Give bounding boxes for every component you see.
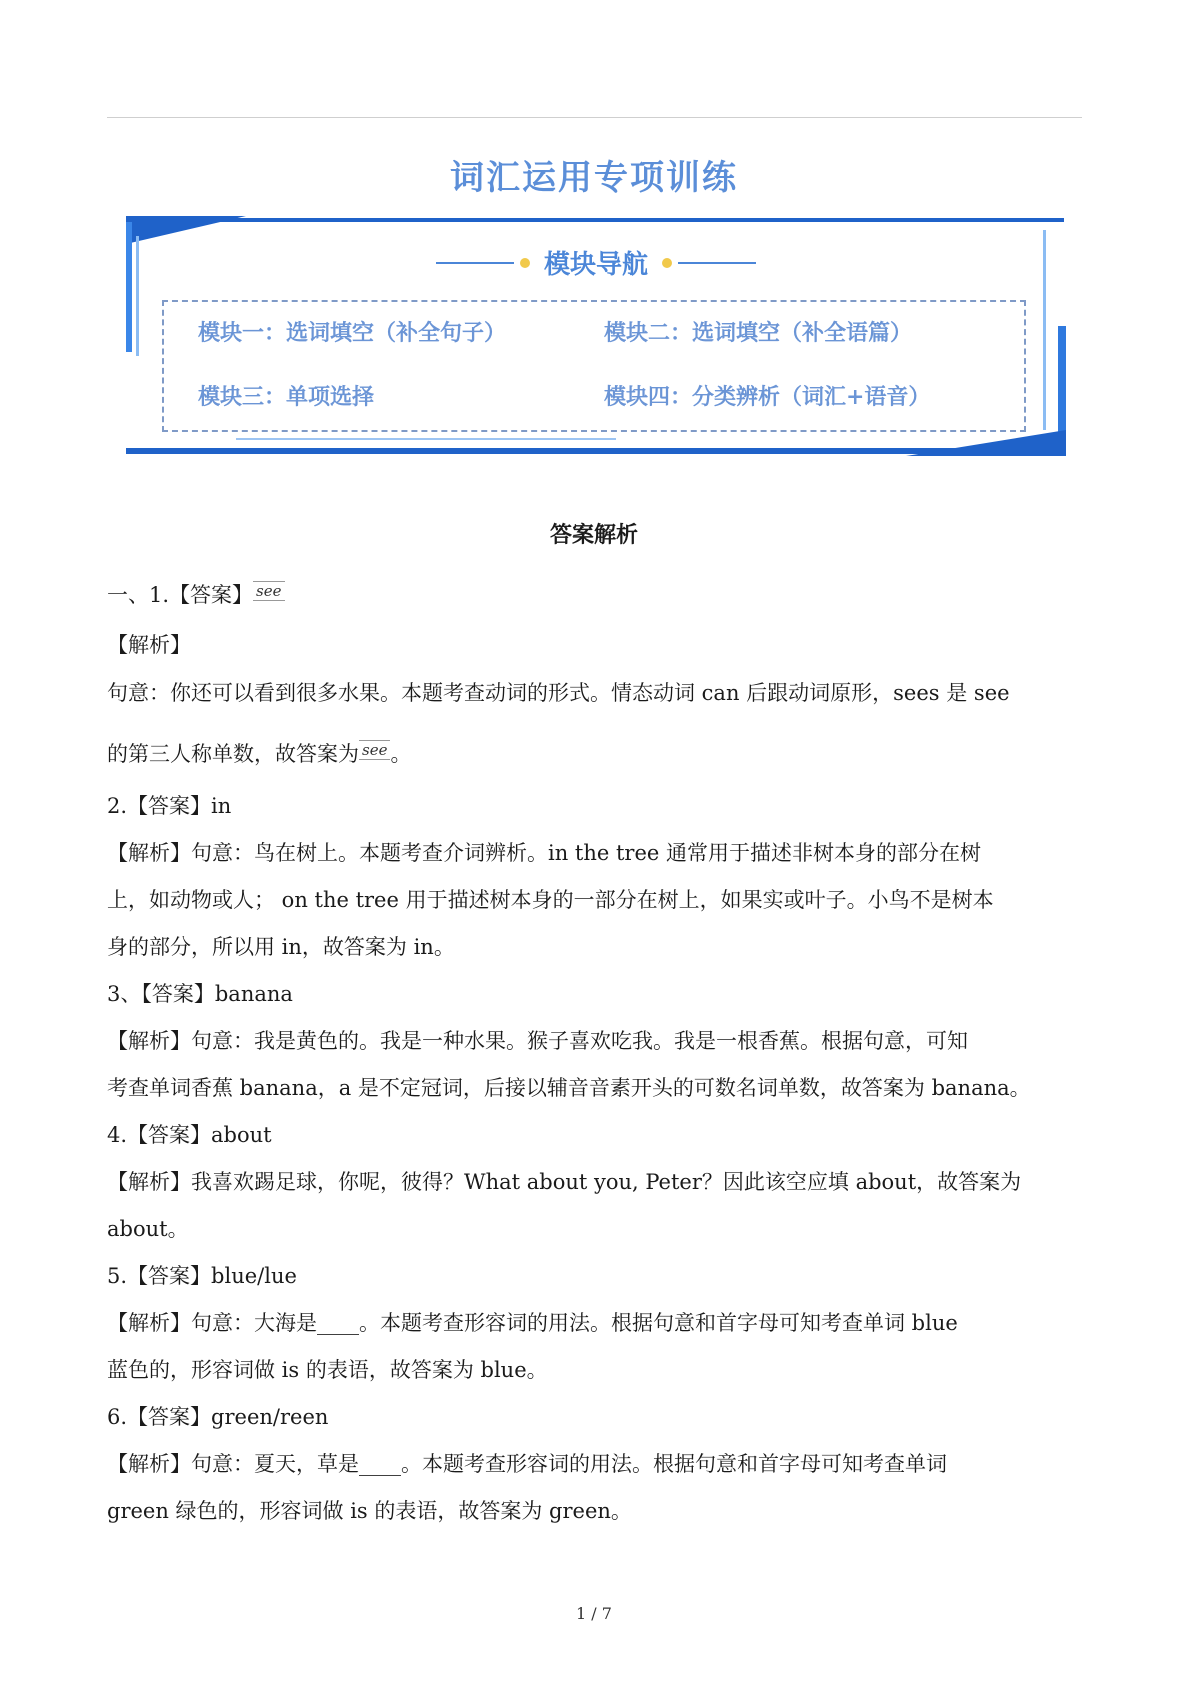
module-item-3: 模块三：单项选择 bbox=[198, 384, 375, 410]
frame-bar-top bbox=[126, 218, 1064, 222]
answer-word-image: see bbox=[253, 581, 284, 601]
section-heading: 答案解析 bbox=[549, 522, 638, 548]
answer-line: 的第三人称单数，故答案为 see 。 bbox=[107, 741, 412, 766]
answer-line: 身的部分，所以用 in，故答案为 in。 bbox=[107, 935, 455, 959]
answer-line: 考查单词香蕉 banana，a 是不定冠词，后接以辅音音素开头的可数名词单数，故答案为 banana。 bbox=[107, 1076, 1031, 1100]
frame-wedge-bottom-right bbox=[906, 430, 1066, 456]
page-title: 词汇运用专项训练 bbox=[450, 158, 738, 198]
frame-inner-line bbox=[236, 438, 616, 440]
answer-line: 6.【答案】green/reen bbox=[107, 1405, 329, 1429]
header-rule bbox=[107, 117, 1082, 118]
answer-word-image: see bbox=[359, 740, 390, 760]
module-navigation-panel bbox=[126, 216, 1066, 456]
answer-line: 【解析】 bbox=[107, 633, 191, 657]
answer-line: 4.【答案】about bbox=[107, 1123, 272, 1147]
heading-line-right bbox=[678, 262, 756, 264]
module-item-4: 模块四：分类辨析（词汇+语音） bbox=[604, 384, 931, 410]
module-list-box bbox=[162, 300, 1026, 432]
frame-wedge-top-left bbox=[126, 216, 246, 244]
answer-line: 上，如动物或人； on the tree 用于描述树本身的一部分在树上，如果实或叶子。小鸟不是树本 bbox=[107, 888, 994, 912]
page-number: 1 / 7 bbox=[576, 1604, 612, 1623]
answer-line: 2.【答案】in bbox=[107, 794, 232, 818]
answer-line: 【解析】句意：大海是____。本题考查形容词的用法。根据句意和首字母可知考查单词 blue bbox=[107, 1311, 958, 1335]
answer-line: 【解析】我喜欢踢足球，你呢，彼得？What about you, Peter？因此该空应填 about，故答案为 bbox=[107, 1170, 1022, 1194]
answer-line: 5.【答案】blue/lue bbox=[107, 1264, 297, 1288]
answer-line: about。 bbox=[107, 1217, 189, 1241]
answer-line: 【解析】句意：鸟在树上。本题考查介词辨析。in the tree 通常用于描述非树本身的部分在树 bbox=[107, 841, 981, 865]
answer-line: 句意：你还可以看到很多水果。本题考查动词的形式。情态动词 can 后跟动词原形，sees 是 see bbox=[107, 681, 1010, 705]
module-item-2: 模块二：选词填空（补全语篇） bbox=[604, 320, 913, 346]
nav-heading: 模块导航 bbox=[543, 250, 648, 280]
dot-icon bbox=[520, 258, 530, 268]
answer-line: green 绿色的，形容词做 is 的表语，故答案为 green。 bbox=[107, 1499, 632, 1523]
answer-line: 3、【答案】banana bbox=[107, 982, 293, 1006]
answer-line: 蓝色的，形容词做 is 的表语，故答案为 blue。 bbox=[107, 1358, 548, 1382]
nav-heading-row bbox=[126, 244, 1066, 281]
answer-line: 【解析】句意：夏天，草是____。本题考查形容词的用法。根据句意和首字母可知考查单词 bbox=[107, 1452, 947, 1476]
answer-line: 一、1.【答案】 see bbox=[107, 580, 1082, 610]
dot-icon bbox=[662, 258, 672, 268]
heading-line-left bbox=[436, 262, 514, 264]
module-item-1: 模块一：选词填空（补全句子） bbox=[198, 320, 507, 346]
answer-line: 【解析】句意：我是黄色的。我是一种水果。猴子喜欢吃我。我是一根香蕉。根据句意，可知 bbox=[107, 1029, 968, 1053]
frame-side-left bbox=[126, 222, 132, 352]
